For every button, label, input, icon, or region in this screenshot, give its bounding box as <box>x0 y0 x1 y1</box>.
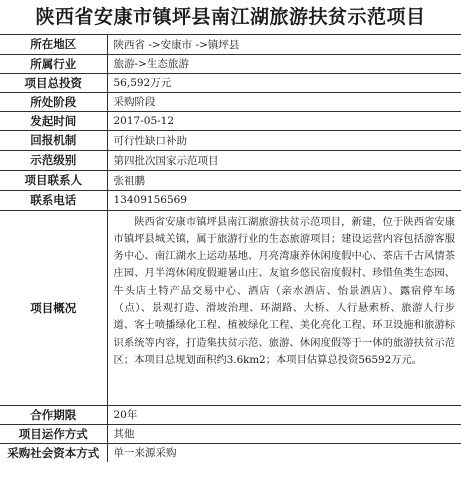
page-title: 陕西省安康市镇坪县南江湖旅游扶贫示范项目 <box>0 0 461 35</box>
project-info-table <box>0 35 461 462</box>
return-mechanism-value: 可行性缺口补助 <box>107 130 461 150</box>
stage-value: 采购阶段 <box>107 92 461 111</box>
table-row-total-investment <box>0 73 461 92</box>
total-investment-label: 项目总投资 <box>0 73 107 92</box>
cooperation-term-label: 合作期限 <box>0 405 107 424</box>
table-row-industry <box>0 54 461 73</box>
launch-date-label: 发起时间 <box>0 111 107 130</box>
demo-level-value: 第四批次国家示范项目 <box>107 150 461 170</box>
demo-level-label: 示范级别 <box>0 150 107 170</box>
industry-value: 旅游->生态旅游 <box>107 54 461 73</box>
contact-person-value: 张祖鹏 <box>107 170 461 190</box>
table-row-stage <box>0 92 461 111</box>
contact-phone-label: 联系电话 <box>0 190 107 210</box>
table-row-procurement-method <box>0 443 461 462</box>
overview-label: 项目概况 <box>0 210 107 405</box>
operation-mode-value: 其他 <box>107 424 461 443</box>
region-value: 陕西省 ->安康市 ->镇坪县 <box>107 35 461 54</box>
table-row-contact-phone <box>0 190 461 210</box>
procurement-method-label: 采购社会资本方式 <box>0 443 107 462</box>
cooperation-term-value: 20年 <box>107 405 461 424</box>
overview-text: 陕西省安康市镇坪县南江湖旅游扶贫示范项目，新建，位于陕西省安康市镇坪县城关镇，属于旅游行业的生态旅游项目；建设运营内容包括游客服务中心、南江湖水上运动基地、月亮湾康养休闲度假中心、茶店千古风情茶庄园、月半湾休闲度假避暑山庄、友谊乡悠民宿度假村、珍惜鱼类生态园、牛头店土特产品交易中心、酒店（亲水酒店、怡景酒店）、露宿停车场（点）、景观打造、滑坡治理、环湖路、大桥、人行悬索桥、旅游人行步道、客土喷播绿化工程、植被绿化工程、美化亮化工程、环卫设施和旅游标识系统等内容，打造集扶贫示范、旅游、休闲度假等于一体的旅游扶贫示范区；本项目总规划面积约3.6km2；本项目估算总投资56592万元。 <box>107 210 461 405</box>
return-mechanism-label: 回报机制 <box>0 130 107 150</box>
table-row-return-mechanism <box>0 130 461 150</box>
table-row-region <box>0 35 461 54</box>
table-row-contact-person <box>0 170 461 190</box>
launch-date-value: 2017-05-12 <box>107 111 461 130</box>
region-label: 所在地区 <box>0 35 107 54</box>
table-row-launch-date <box>0 111 461 130</box>
contact-phone-value: 13409156569 <box>107 190 461 210</box>
stage-label: 所处阶段 <box>0 92 107 111</box>
table-row-operation-mode <box>0 424 461 443</box>
table-row-overview <box>0 210 461 405</box>
operation-mode-label: 项目运作方式 <box>0 424 107 443</box>
table-row-cooperation-term <box>0 405 461 424</box>
contact-person-label: 项目联系人 <box>0 170 107 190</box>
total-investment-value: 56,592万元 <box>107 73 461 92</box>
procurement-method-value: 单一来源采购 <box>107 443 461 462</box>
table-row-demo-level <box>0 150 461 170</box>
industry-label: 所属行业 <box>0 54 107 73</box>
